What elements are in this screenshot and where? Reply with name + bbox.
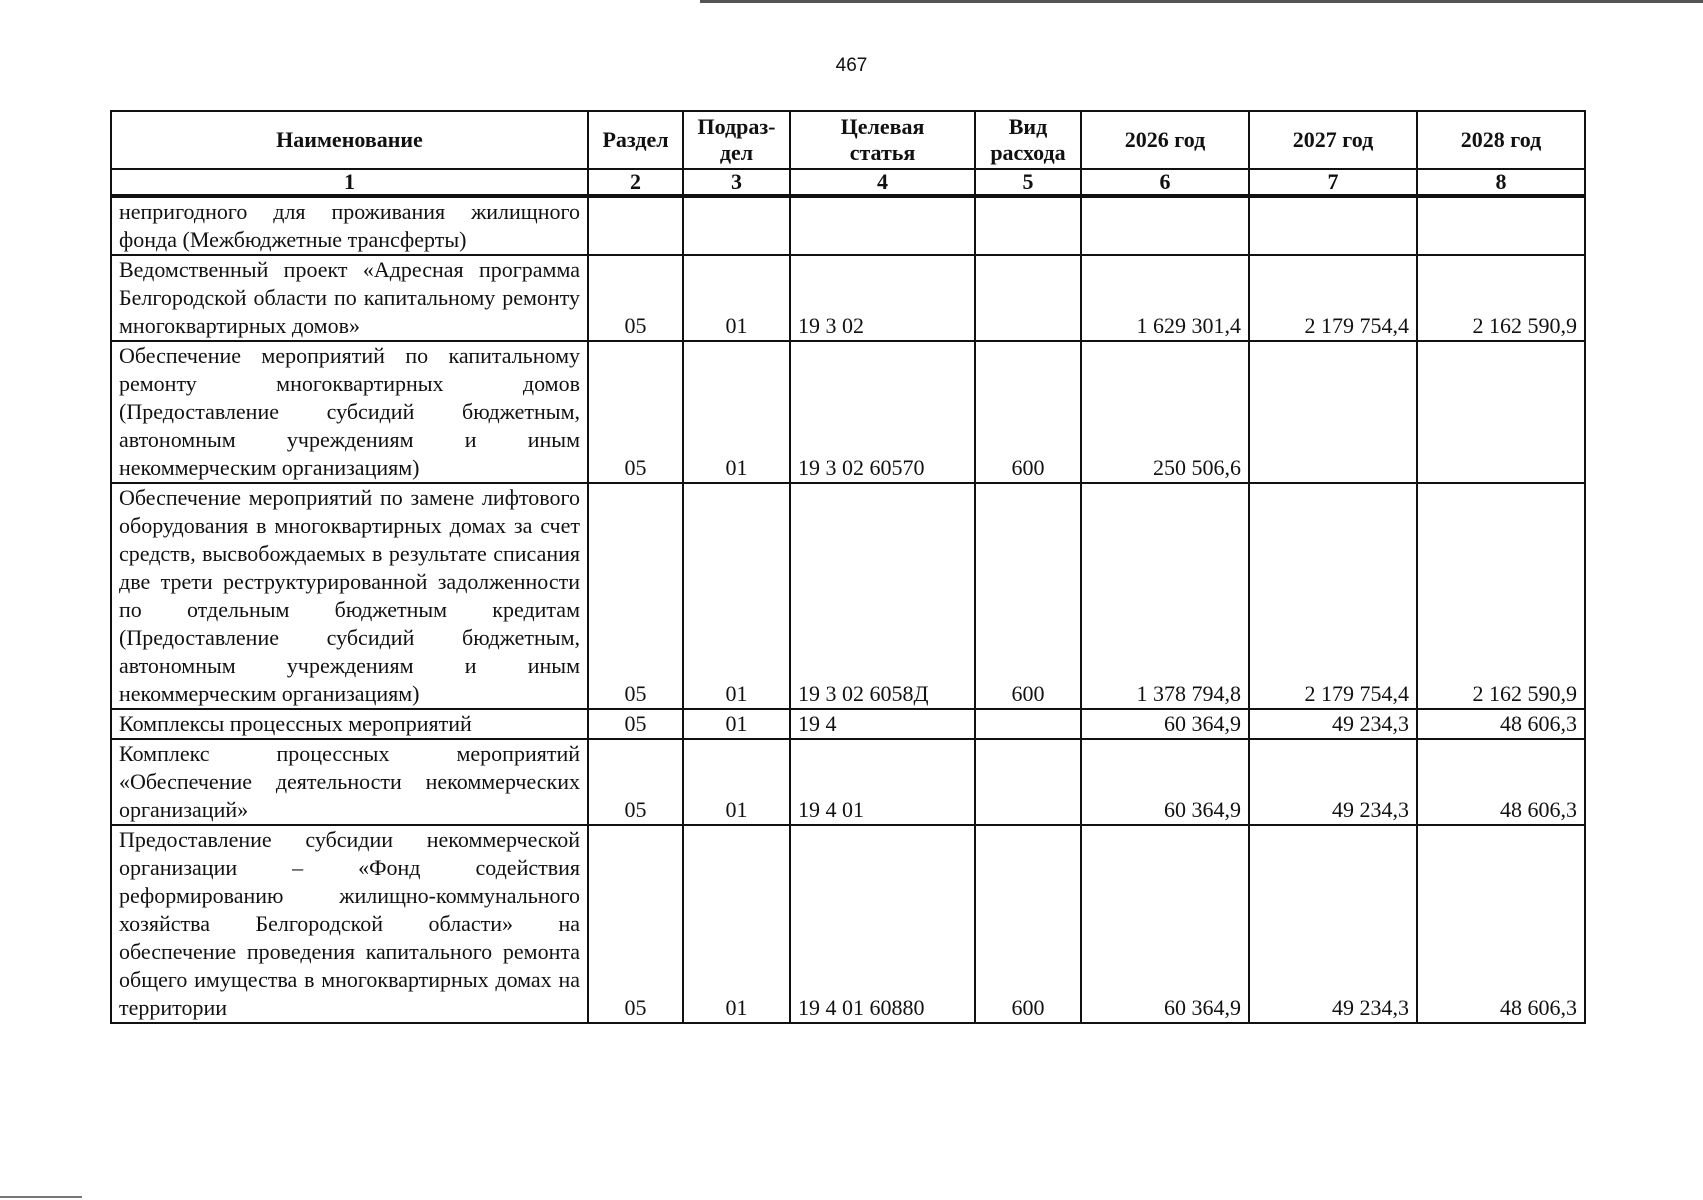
cell-tselevaya-statya: 19 4	[790, 709, 975, 739]
column-number: 8	[1417, 169, 1585, 196]
cell-razdel: 05	[588, 483, 683, 709]
cell-razdel: 05	[588, 341, 683, 483]
cell-2026: 60 364,9	[1081, 739, 1249, 825]
cell-podrazdel: 01	[683, 341, 790, 483]
cell-podrazdel: 01	[683, 825, 790, 1023]
table-row	[111, 709, 1585, 739]
cell-tselevaya-statya: 19 4 01 60880	[790, 825, 975, 1023]
cell-razdel: 05	[588, 709, 683, 739]
cell-vid-raskhoda	[975, 709, 1081, 739]
header-2027: 2027 год	[1249, 111, 1417, 169]
cell-tselevaya-statya	[790, 196, 975, 255]
budget-table	[110, 110, 1586, 1024]
header-vid-raskhoda: Вид расхода	[975, 111, 1081, 169]
column-number: 2	[588, 169, 683, 196]
cell-tselevaya-statya: 19 3 02 60570	[790, 341, 975, 483]
cell-2026	[1081, 196, 1249, 255]
cell-name: Предоставление субсидии некоммерческой организации – «Фонд содействия реформированию жилищно-коммунального хозяйства Белгородской области» на обеспечение проведения капитального ремонта общего имущества в многоквартирных домах на территории	[111, 825, 588, 1023]
cell-name: Комплексы процессных мероприятий	[111, 709, 588, 739]
cell-name: Ведомственный проект «Адресная программа Белгородской области по капитальному ремонту многоквартирных домов»	[111, 255, 588, 341]
cell-2028: 2 162 590,9	[1417, 483, 1585, 709]
cell-2028: 48 606,3	[1417, 709, 1585, 739]
column-number: 4	[790, 169, 975, 196]
column-number: 6	[1081, 169, 1249, 196]
cell-2026: 60 364,9	[1081, 825, 1249, 1023]
cell-2028: 48 606,3	[1417, 739, 1585, 825]
table-row	[111, 341, 1585, 483]
cell-2028	[1417, 196, 1585, 255]
cell-tselevaya-statya: 19 3 02 6058Д	[790, 483, 975, 709]
cell-razdel: 05	[588, 739, 683, 825]
cell-name: непригодного для проживания жилищного фонда (Межбюджетные трансферты)	[111, 196, 588, 255]
cell-vid-raskhoda: 600	[975, 341, 1081, 483]
cell-podrazdel: 01	[683, 709, 790, 739]
cell-2027	[1249, 196, 1417, 255]
table-row	[111, 196, 1585, 255]
cell-podrazdel: 01	[683, 739, 790, 825]
column-number: 5	[975, 169, 1081, 196]
cell-2027: 49 234,3	[1249, 709, 1417, 739]
cell-vid-raskhoda: 600	[975, 825, 1081, 1023]
cell-vid-raskhoda: 600	[975, 483, 1081, 709]
cell-tselevaya-statya: 19 4 01	[790, 739, 975, 825]
cell-2026: 250 506,6	[1081, 341, 1249, 483]
column-number: 7	[1249, 169, 1417, 196]
header-tselevaya-statya: Целевая статья	[790, 111, 975, 169]
column-number: 3	[683, 169, 790, 196]
cell-2027	[1249, 341, 1417, 483]
cell-vid-raskhoda	[975, 196, 1081, 255]
table-row	[111, 739, 1585, 825]
top-edge-rule	[700, 0, 1703, 3]
cell-name: Обеспечение мероприятий по замене лифтового оборудования в многоквартирных домах за счет средств, высвобождаемых в результате списания две трети реструктурированной задолженности по отдельным бюджетным кредитам (Предоставление субсидий бюджетным, автономным учреждениям и иным некоммерческим организациям)	[111, 483, 588, 709]
cell-tselevaya-statya: 19 3 02	[790, 255, 975, 341]
cell-2028: 2 162 590,9	[1417, 255, 1585, 341]
column-number: 1	[111, 169, 588, 196]
bottom-edge-rule	[0, 1196, 82, 1198]
cell-vid-raskhoda	[975, 739, 1081, 825]
cell-vid-raskhoda	[975, 255, 1081, 341]
cell-2027: 49 234,3	[1249, 739, 1417, 825]
header-razdel: Раздел	[588, 111, 683, 169]
table-row	[111, 483, 1585, 709]
cell-podrazdel	[683, 196, 790, 255]
cell-2026: 60 364,9	[1081, 709, 1249, 739]
cell-razdel	[588, 196, 683, 255]
cell-2027: 2 179 754,4	[1249, 255, 1417, 341]
column-number-row	[111, 169, 1585, 196]
table-row	[111, 255, 1585, 341]
page-number: 467	[835, 55, 868, 76]
cell-2027: 49 234,3	[1249, 825, 1417, 1023]
cell-razdel: 05	[588, 825, 683, 1023]
cell-razdel: 05	[588, 255, 683, 341]
table-row	[111, 825, 1585, 1023]
header-2028: 2028 год	[1417, 111, 1585, 169]
cell-name: Комплекс процессных мероприятий «Обеспечение деятельности некоммерческих организаций»	[111, 739, 588, 825]
cell-2028	[1417, 341, 1585, 483]
cell-2027: 2 179 754,4	[1249, 483, 1417, 709]
header-name: Наименование	[111, 111, 588, 169]
header-podrazdel: Подраз- дел	[683, 111, 790, 169]
cell-name: Обеспечение мероприятий по капитальному ремонту многоквартирных домов (Предоставление субсидий бюджетным, автономным учреждениям и иным некоммерческим организациям)	[111, 341, 588, 483]
cell-podrazdel: 01	[683, 483, 790, 709]
cell-2026: 1 378 794,8	[1081, 483, 1249, 709]
header-2026: 2026 год	[1081, 111, 1249, 169]
cell-2028: 48 606,3	[1417, 825, 1585, 1023]
header-row	[111, 111, 1585, 169]
cell-2026: 1 629 301,4	[1081, 255, 1249, 341]
cell-podrazdel: 01	[683, 255, 790, 341]
